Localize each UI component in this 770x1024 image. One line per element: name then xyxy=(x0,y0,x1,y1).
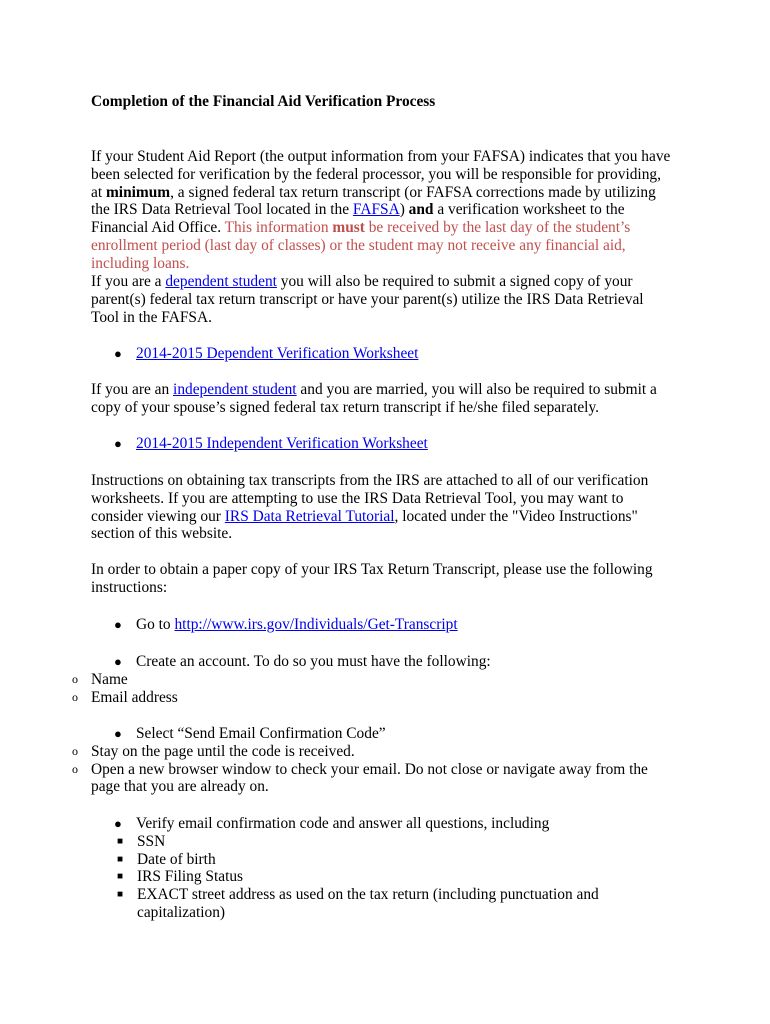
bullet-icon: ● xyxy=(114,654,122,669)
text: you will also be required to submit a signed copy of your parent(s) federal tax return transcript or have your parent(s) utilize the IRS Data Retrieval Tool in the FAFSA. xyxy=(91,273,644,326)
paragraph-instructions xyxy=(91,472,671,543)
text: Open a new browser window to check your email. Do not close or navigate away from the page that you are already on. xyxy=(91,760,648,796)
circle-bullet-icon: o xyxy=(72,761,78,776)
irs-tutorial-link[interactable]: IRS Data Retrieval Tutorial xyxy=(224,507,395,525)
list-item xyxy=(72,725,676,796)
bold-text: must xyxy=(332,219,365,237)
text: Go to xyxy=(136,616,175,633)
square-bullet-icon: ■ xyxy=(117,853,124,865)
page-title: Completion of the Financial Aid Verification Process xyxy=(91,93,436,110)
list-item xyxy=(114,345,676,363)
bullet-icon: ● xyxy=(114,816,122,831)
text: Email address xyxy=(91,688,178,706)
text: If you are a xyxy=(91,273,166,290)
text: Stay on the page until the code is received. xyxy=(91,742,355,760)
square-bullet-icon: ■ xyxy=(117,871,124,883)
sub-item xyxy=(46,851,667,869)
bold-text: minimum xyxy=(105,183,171,201)
independent-worksheet-link[interactable]: 2014-2015 Independent Verification Worksheet xyxy=(136,435,428,452)
irs-transcript-link[interactable]: http://www.irs.gov/Individuals/Get-Transcript xyxy=(174,616,458,633)
text: EXACT street address as used on the tax return (including punctuation and capitalization) xyxy=(137,886,599,921)
paragraph-paper-copy: In order to obtain a paper copy of your IRS Tax Return Transcript, please use the following instructions: xyxy=(91,561,653,596)
list-item xyxy=(114,815,676,922)
bullet-icon: ● xyxy=(114,346,122,361)
bullet-icon: ● xyxy=(114,617,122,632)
dependent-student-link[interactable]: dependent student xyxy=(165,273,277,290)
list-item xyxy=(114,616,676,634)
paragraph-verification xyxy=(91,148,671,273)
text: Create an account. To do so you must have the following: xyxy=(136,653,491,670)
sub-item xyxy=(46,886,667,922)
bold-text: and xyxy=(408,201,434,219)
bullet-icon: ● xyxy=(114,436,122,451)
text: IRS Filing Status xyxy=(137,868,244,886)
text: ) xyxy=(399,201,409,219)
list-item xyxy=(114,435,676,453)
circle-bullet-icon: o xyxy=(72,671,78,686)
list-item xyxy=(72,653,676,706)
text: Date of birth xyxy=(137,850,216,868)
text: , a signed federal tax return transcript (or FAFSA corrections made by utilizing the IRS Data Retrieval Tool located in the xyxy=(91,183,656,219)
bullet-icon: ● xyxy=(114,726,122,741)
text: Select “Send Email Confirmation Code” xyxy=(136,725,386,742)
paragraph-independent xyxy=(91,381,671,417)
text: a verification worksheet to the Financial Aid Office. xyxy=(91,201,625,237)
text: Name xyxy=(91,670,128,688)
square-bullet-icon: ■ xyxy=(117,835,124,847)
text: If you are an xyxy=(91,381,174,398)
text: This information xyxy=(224,219,333,237)
text: Verify email confirmation code and answer all questions, including xyxy=(136,815,550,832)
text: be received by the last day of the student’s enrollment period (last day of classes) or the student may not receive any financial aid, including loans. xyxy=(91,219,631,272)
sub-item xyxy=(46,868,667,886)
sub-item xyxy=(46,833,667,851)
circle-bullet-icon: o xyxy=(72,689,78,704)
sub-item xyxy=(46,761,676,797)
text: Instructions on obtaining tax transcripts from the IRS are attached to all of our verification worksheets. If you are attempting to use the IRS Data Retrieval Tool, you may want to consider viewing our xyxy=(91,472,649,525)
sub-item xyxy=(46,743,676,761)
paragraph-dependent xyxy=(91,273,671,326)
circle-bullet-icon: o xyxy=(72,743,78,758)
text: , located under the "Video Instructions" section of this website. xyxy=(91,507,638,543)
text: If your Student Aid Report (the output information from your FAFSA) indicates that you have been selected for verification by the federal processor, you will be responsible for providing, at xyxy=(91,148,671,201)
text: and you are married, you will also be required to submit a copy of your spouse’s signed federal tax return transcript if he/she filed separately. xyxy=(91,381,657,416)
dependent-worksheet-link[interactable]: 2014-2015 Dependent Verification Worksheet xyxy=(136,345,419,362)
independent-student-link[interactable]: independent student xyxy=(173,381,297,398)
square-bullet-icon: ■ xyxy=(117,889,124,901)
text: SSN xyxy=(137,832,166,850)
fafsa-link[interactable]: FAFSA xyxy=(352,201,400,219)
sub-item xyxy=(46,671,676,689)
sub-item xyxy=(46,689,676,707)
